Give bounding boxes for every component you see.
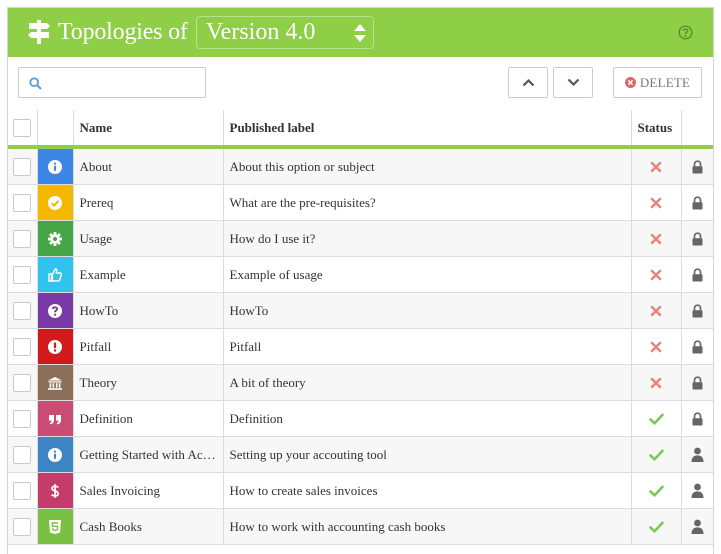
search-input[interactable] <box>49 72 199 94</box>
unpublished-cross-icon <box>650 233 662 245</box>
row-access <box>681 473 713 509</box>
table-row[interactable] <box>8 401 713 437</box>
row-access <box>681 509 713 545</box>
table-row[interactable] <box>8 365 713 401</box>
html5-icon <box>47 519 63 535</box>
row-select-cell <box>8 185 37 221</box>
row-name[interactable]: Definition <box>73 401 223 437</box>
row-icon-cell <box>37 257 73 293</box>
row-status[interactable] <box>631 293 681 329</box>
row-status[interactable] <box>631 147 681 185</box>
row-icon-cell <box>37 293 73 329</box>
user-icon <box>691 447 704 462</box>
label-column-header[interactable]: Published label <box>223 110 631 147</box>
page-title: Topologies of <box>58 19 188 45</box>
row-access <box>681 147 713 185</box>
row-name[interactable]: Usage <box>73 221 223 257</box>
row-name[interactable]: Example <box>73 257 223 293</box>
row-access <box>681 257 713 293</box>
row-published-label[interactable]: About this option or subject <box>223 147 631 185</box>
row-published-label[interactable]: A bit of theory <box>223 365 631 401</box>
row-select-cell <box>8 365 37 401</box>
table-row[interactable] <box>8 293 713 329</box>
table-row[interactable] <box>8 221 713 257</box>
row-name[interactable]: Prereq <box>73 185 223 221</box>
user-icon <box>691 483 704 498</box>
remove-circle-icon <box>625 77 636 88</box>
name-column-header[interactable]: Name <box>73 110 223 147</box>
row-checkbox[interactable] <box>13 374 31 392</box>
row-select-cell <box>8 401 37 437</box>
row-checkbox[interactable] <box>13 518 31 536</box>
row-icon-cell <box>37 329 73 365</box>
panel-header <box>8 8 713 57</box>
row-name[interactable]: Pitfall <box>73 329 223 365</box>
table-row[interactable] <box>8 329 713 365</box>
signpost-icon <box>28 20 50 44</box>
row-icon-tile <box>38 185 73 220</box>
move-down-button[interactable] <box>553 67 593 98</box>
row-icon-cell <box>37 147 73 185</box>
row-icon-cell <box>37 401 73 437</box>
published-check-icon <box>649 521 664 533</box>
row-icon-tile <box>38 401 73 436</box>
table-row[interactable] <box>8 437 713 473</box>
row-select-cell <box>8 329 37 365</box>
row-access <box>681 293 713 329</box>
row-name[interactable]: Theory <box>73 365 223 401</box>
row-checkbox[interactable] <box>13 158 31 176</box>
row-status[interactable] <box>631 257 681 293</box>
delete-button-label: DELETE <box>639 74 691 90</box>
row-icon-cell <box>37 185 73 221</box>
row-select-cell <box>8 147 37 185</box>
row-checkbox[interactable] <box>13 338 31 356</box>
help-icon[interactable] <box>678 25 693 40</box>
row-name[interactable]: About <box>73 147 223 185</box>
row-access <box>681 437 713 473</box>
table-row[interactable] <box>8 257 713 293</box>
unpublished-cross-icon <box>650 161 662 173</box>
row-published-label[interactable]: Definition <box>223 401 631 437</box>
search-box[interactable] <box>18 67 206 98</box>
thumbs-up-icon <box>47 267 63 283</box>
row-icon-tile <box>38 257 73 292</box>
table-row[interactable] <box>8 473 713 509</box>
row-published-label[interactable]: Setting up your accouting tool <box>223 437 631 473</box>
row-status[interactable] <box>631 473 681 509</box>
move-up-button[interactable] <box>508 67 548 98</box>
row-icon-cell <box>37 473 73 509</box>
select-all-checkbox[interactable] <box>13 119 31 137</box>
row-icon-tile <box>38 365 73 400</box>
row-icon-tile <box>38 437 73 472</box>
row-checkbox[interactable] <box>13 302 31 320</box>
row-published-label[interactable]: HowTo <box>223 293 631 329</box>
row-checkbox[interactable] <box>13 410 31 428</box>
published-check-icon <box>649 485 664 497</box>
row-access <box>681 329 713 365</box>
lock-icon <box>692 232 703 246</box>
unpublished-cross-icon <box>650 305 662 317</box>
row-status[interactable] <box>631 401 681 437</box>
row-select-cell <box>8 509 37 545</box>
topologies-panel <box>7 7 714 554</box>
lock-icon <box>692 196 703 210</box>
version-select[interactable] <box>196 16 374 49</box>
row-checkbox[interactable] <box>13 266 31 284</box>
row-name[interactable]: Getting Started with Ac… <box>73 437 223 473</box>
lock-icon <box>692 304 703 318</box>
table-row[interactable] <box>8 509 713 545</box>
row-select-cell <box>8 293 37 329</box>
row-access <box>681 185 713 221</box>
row-icon-cell <box>37 437 73 473</box>
info-icon <box>47 447 63 463</box>
lock-icon <box>692 160 703 174</box>
access-column-header <box>681 110 713 147</box>
select-all-cell <box>8 110 37 147</box>
bank-icon <box>47 375 63 391</box>
unpublished-cross-icon <box>650 269 662 281</box>
row-status[interactable] <box>631 365 681 401</box>
icon-column-header <box>37 110 73 147</box>
unpublished-cross-icon <box>650 377 662 389</box>
row-select-cell <box>8 473 37 509</box>
table-header-row <box>8 110 713 147</box>
row-published-label[interactable]: What are the pre-requisites? <box>223 185 631 221</box>
row-select-cell <box>8 257 37 293</box>
delete-button[interactable] <box>613 67 702 98</box>
question-icon <box>47 303 63 319</box>
row-published-label[interactable]: How do I use it? <box>223 221 631 257</box>
row-published-label[interactable]: Example of usage <box>223 257 631 293</box>
row-icon-tile <box>38 293 73 328</box>
row-status[interactable] <box>631 509 681 545</box>
row-name[interactable]: HowTo <box>73 293 223 329</box>
sort-updown-icon <box>354 24 366 42</box>
row-select-cell <box>8 437 37 473</box>
row-published-label[interactable]: How to create sales invoices <box>223 473 631 509</box>
row-status[interactable] <box>631 329 681 365</box>
row-checkbox[interactable] <box>13 446 31 464</box>
published-check-icon <box>649 449 664 461</box>
check-circle-icon <box>47 195 63 211</box>
row-access <box>681 365 713 401</box>
quote-icon <box>47 411 63 427</box>
chevron-up-icon <box>522 78 535 87</box>
row-status[interactable] <box>631 437 681 473</box>
row-name[interactable]: Sales Invoicing <box>73 473 223 509</box>
row-icon-cell <box>37 221 73 257</box>
unpublished-cross-icon <box>650 341 662 353</box>
table-row[interactable] <box>8 147 713 185</box>
lock-icon <box>692 376 703 390</box>
dollar-icon <box>47 483 63 499</box>
lock-icon <box>692 412 703 426</box>
exclamation-icon <box>47 339 63 355</box>
search-icon <box>29 77 42 90</box>
gear-icon <box>47 231 63 247</box>
user-icon <box>691 519 704 534</box>
version-select-value: Version 4.0 <box>206 19 316 45</box>
row-access <box>681 221 713 257</box>
row-published-label[interactable]: How to work with accounting cash books <box>223 509 631 545</box>
row-icon-cell <box>37 509 73 545</box>
row-checkbox[interactable] <box>13 194 31 212</box>
chevron-down-icon <box>567 78 580 87</box>
table-row[interactable] <box>8 185 713 221</box>
status-column-header[interactable]: Status <box>631 110 681 147</box>
row-checkbox[interactable] <box>13 230 31 248</box>
row-status[interactable] <box>631 221 681 257</box>
row-icon-tile <box>38 473 73 508</box>
row-icon-tile <box>38 509 73 544</box>
unpublished-cross-icon <box>650 197 662 209</box>
row-published-label[interactable]: Pitfall <box>223 329 631 365</box>
row-icon-tile <box>38 221 73 256</box>
row-icon-tile <box>38 149 73 184</box>
row-name[interactable]: Cash Books <box>73 509 223 545</box>
row-select-cell <box>8 221 37 257</box>
row-icon-tile <box>38 329 73 364</box>
lock-icon <box>692 340 703 354</box>
row-checkbox[interactable] <box>13 482 31 500</box>
info-icon <box>47 159 63 175</box>
published-check-icon <box>649 413 664 425</box>
lock-icon <box>692 268 703 282</box>
row-access <box>681 401 713 437</box>
toolbar <box>8 57 713 110</box>
row-status[interactable] <box>631 185 681 221</box>
row-icon-cell <box>37 365 73 401</box>
topologies-table <box>8 110 713 545</box>
